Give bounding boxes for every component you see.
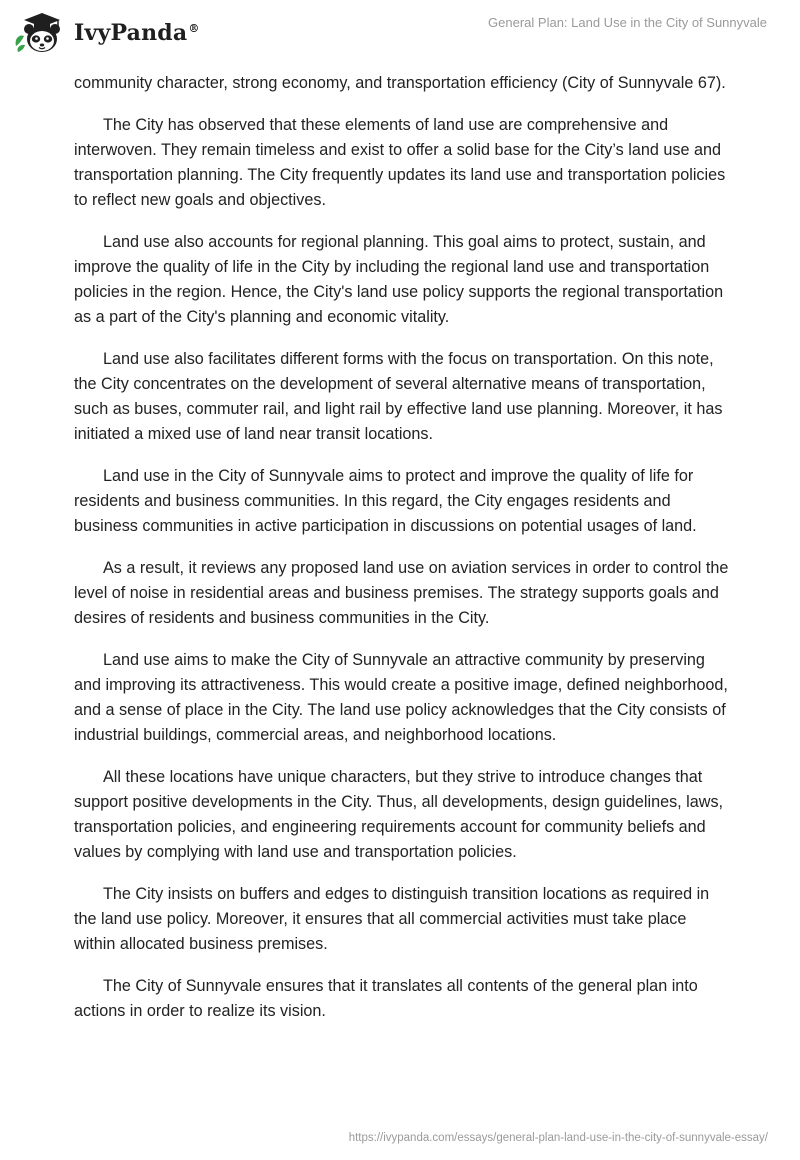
paragraph: As a result, it reviews any proposed land use on aviation services in order to control the level of noise in residential areas and business premises. The strategy supports goals and desires of residents and business communities in the City.: [74, 559, 729, 627]
panda-graduation-cap-icon: [12, 8, 70, 56]
paragraph: Land use in the City of Sunnyvale aims to protect and improve the quality of life for residents and business communities. In this regard, the City engages residents and business communities in active participation in discussions on potential usages of land.: [74, 467, 697, 535]
registered-mark: ®: [188, 21, 200, 35]
ivypanda-logo[interactable]: [12, 8, 200, 56]
brand-wordmark: IvyPanda: [74, 20, 188, 46]
source-url-link[interactable]: https://ivypanda.com/essays/general-plan-land-use-in-the-city-of-sunnyvale-essay/: [348, 1132, 768, 1144]
paragraph: The City has observed that these elements of land use are comprehensive and interwoven. They remain timeless and exist to offer a solid base for the City’s land use and transportation planning. The City frequently updates its land use and transportation policies to reflect new goals and objectives.: [74, 116, 726, 209]
paragraph: Land use also accounts for regional planning. This goal aims to protect, sustain, and improve the quality of life in the City by including the regional land use and transportation policies in the region. Hence, the City's land use policy supports the regional transportation as a part of the City's planning and economic vitality.: [74, 233, 724, 326]
paragraph: The City insists on buffers and edges to distinguish transition locations as required in the land use policy. Moreover, it ensures that all commercial activities must take place within allocated business premises.: [74, 885, 710, 953]
page-header: [0, 0, 800, 60]
brand-name: [74, 20, 200, 46]
essay-body: [74, 71, 730, 1041]
paragraph: community character, strong economy, and transportation efficiency (City of Sunnyvale 67).: [74, 74, 726, 92]
paragraph: The City of Sunnyvale ensures that it translates all contents of the general plan into actions in order to realize its vision.: [74, 977, 698, 1020]
paragraph: Land use also facilitates different forms with the focus on transportation. On this note, the City concentrates on the development of several alternative means of transportation, such as buses, commuter rail, and light rail by effective land use planning. Moreover, it has initiated a mixed use of land near transit locations.: [74, 350, 723, 443]
paragraph: All these locations have unique characters, but they strive to introduce changes that support positive developments in the City. Thus, all developments, design guidelines, laws, transportation policies, and engineering requirements account for community beliefs and values by complying with land use and transportation policies.: [74, 768, 724, 861]
document-title: General Plan: Land Use in the City of Sunnyvale: [488, 15, 767, 30]
paragraph: Land use aims to make the City of Sunnyvale an attractive community by preserving and improving its attractiveness. This would create a positive image, defined neighborhood, and a sense of place in the City. The land use policy acknowledges that the City consists of industrial buildings, commercial areas, and neighborhood locations.: [74, 651, 728, 744]
